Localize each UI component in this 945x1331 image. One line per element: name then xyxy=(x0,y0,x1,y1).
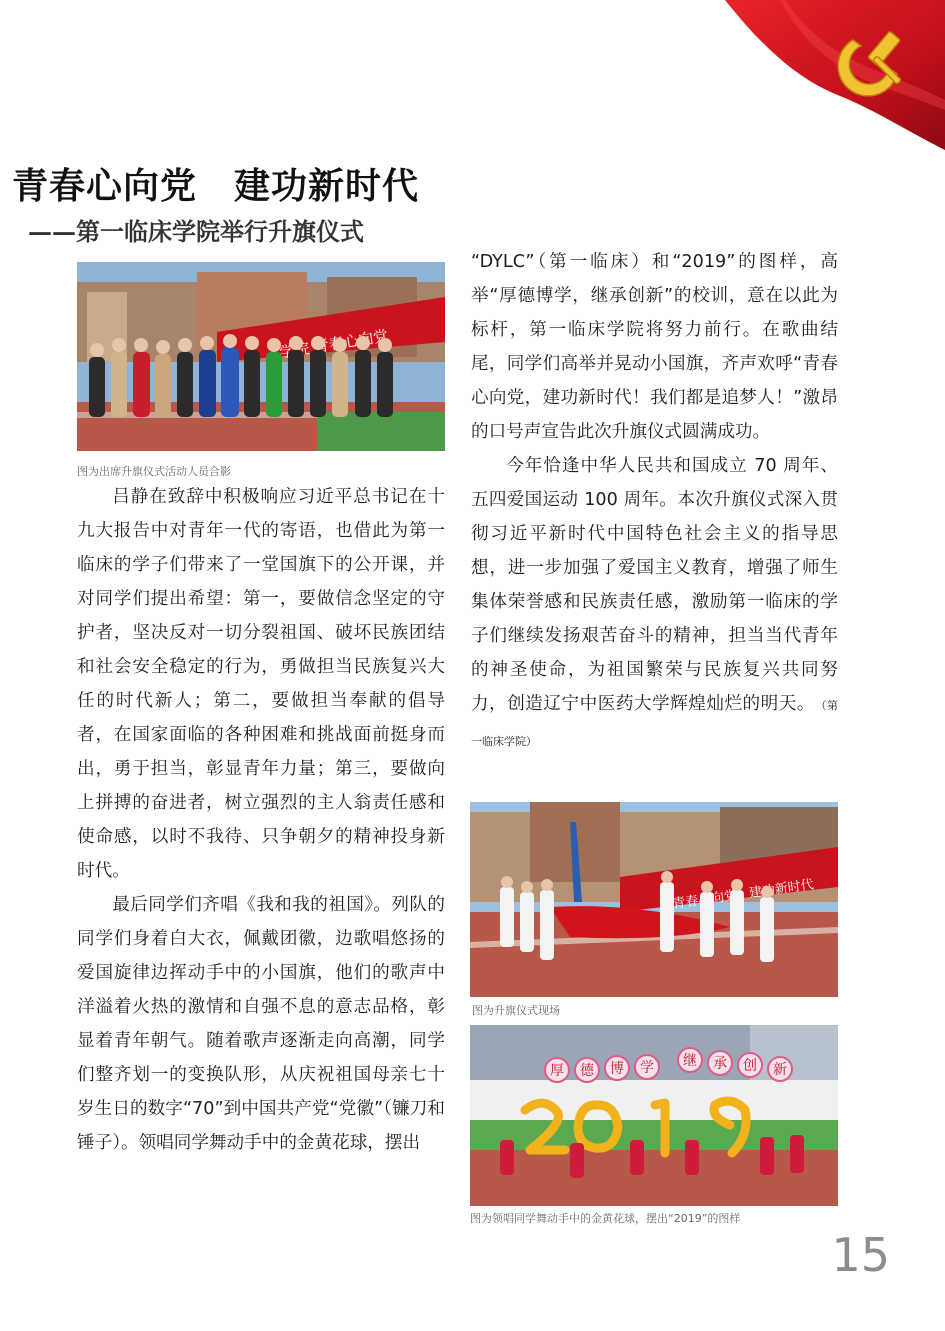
party-flag-decoration xyxy=(575,0,945,160)
svg-text:德: 德 xyxy=(580,1063,594,1079)
svg-text:厚: 厚 xyxy=(550,1063,564,1079)
svg-text:博: 博 xyxy=(610,1061,624,1077)
svg-text:承: 承 xyxy=(713,1056,727,1072)
group-photo xyxy=(77,262,445,451)
svg-text:青春心向党 · 建功新时代: 建功新时代 xyxy=(748,877,815,902)
right-column xyxy=(471,245,838,759)
formation-2019-photo xyxy=(470,1025,838,1206)
source-credit: （第一临床学院） xyxy=(471,699,838,748)
page-number: 15 xyxy=(831,1228,890,1282)
svg-text:学: 学 xyxy=(640,1060,654,1076)
article-title: 青春心向党 建功新时代 xyxy=(12,165,420,207)
right-paragraph-2-text: 今年恰逢中华人民共和国成立 70 周年、五四爱国运动 100 周年。本次升旗仪式深入贯彻习近平新时代中国特色社会主义的指导思想，进一步加强了爱国主义教育，增强了师生集体荣誉感和民族责任感，激励第一临床的学子们继续发扬艰苦奋斗的精神，担当当代青年的神圣使命，为祖国繁荣与民族复兴共同努力，创造辽宁中医药大学辉煌灿烂的明天。 xyxy=(471,456,838,714)
left-column xyxy=(77,480,445,1160)
article-subtitle: ——第一临床学院举行升旗仪式 xyxy=(28,217,364,246)
svg-text:继: 继 xyxy=(683,1053,697,1069)
photo1-caption: 图为出席升旗仪式活动人员合影 xyxy=(77,465,231,478)
right-paragraph-1: “DYLC”（第一临床）和“2019”的图样，高举“厚德博学，继承创新”的校训，意在以此为标杆，第一临床学院将努力前行。在歌曲结尾，同学们高举并晃动小国旗，齐声欢呼“青春心向党，建功新时代！我们都是追梦人！”激昂的口号声宣告此次升旗仪式圆满成功。 xyxy=(471,252,838,442)
photo3-caption: 图为领唱同学舞动手中的金黄花球，摆出“2019”的图样 xyxy=(470,1212,741,1225)
left-paragraph-2: 最后同学们齐唱《我和我的祖国》。列队的同学们身着白大衣，佩戴团徽，边歌唱悠扬的爱国旋律边挥动手中的小国旗，他们的歌声中洋溢着火热的激情和自强不息的意志品格，彰显着青年朝气。随着歌声逐渐走向高潮，同学们整齐划一的变换队形，从庆祝祖国母亲七十岁生日的数字“70”到中国共产党“党徽”（镰刀和锤子）。领唱同学舞动手中的金黄花球，摆出 xyxy=(77,895,445,1153)
flag-ceremony-photo xyxy=(470,802,838,997)
left-paragraph-1: 吕静在致辞中积极响应习近平总书记在十九大报告中对青年一代的寄语，也借此为第一临床的学子们带来了一堂国旗下的公开课，并对同学们提出希望：第一，要做信念坚定的守护者，坚决反对一切分裂祖国、破坏民族团结和社会安全稳定的行为，勇做担当民族复兴大任的时代新人；第二，要做担当奉献的倡导者，在国家面临的各种困难和挑战面前挺身而出，勇于担当，彰显青年力量；第三，要做向上拼搏的奋进者，树立强烈的主人翁责任感和使命感，以时不我待、只争朝夕的精神投身新时代。 xyxy=(77,487,445,881)
svg-text:创: 创 xyxy=(743,1058,757,1074)
svg-text:学院 青春心向党: 青春心向党 xyxy=(312,326,390,357)
photo2-caption: 图为升旗仪式现场 xyxy=(472,1004,560,1017)
svg-text:新: 新 xyxy=(773,1062,787,1078)
right-paragraph-2 xyxy=(471,449,838,759)
